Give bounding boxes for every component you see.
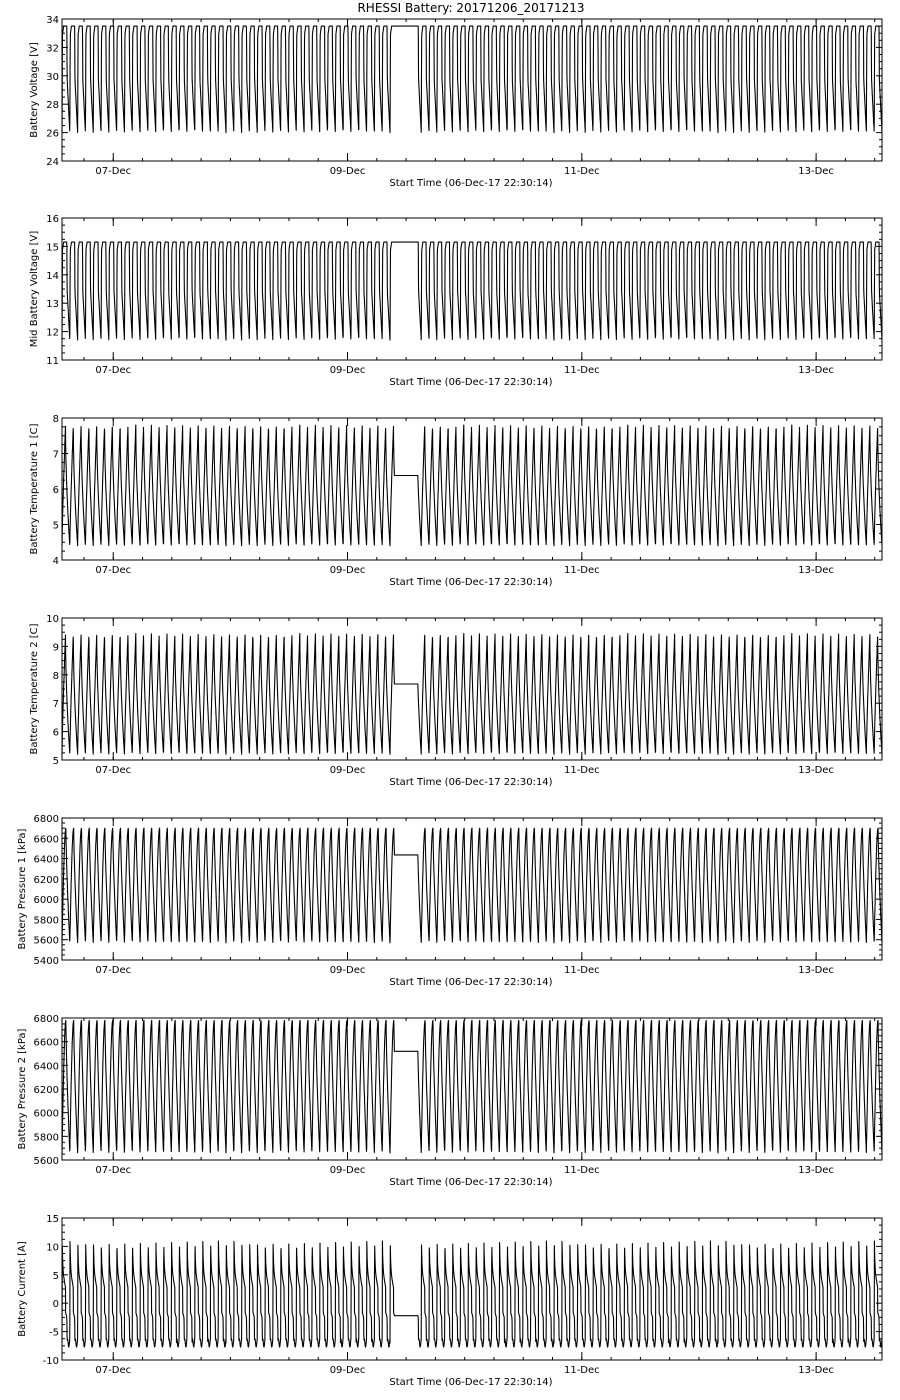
- x-axis: [84, 818, 875, 976]
- y-tick-label: 6: [52, 485, 59, 496]
- panel-5: [17, 814, 882, 988]
- y-tick-label: 4: [52, 556, 59, 567]
- data-line: [62, 1020, 882, 1153]
- x-axis-title: Start Time (06-Dec-17 22:30:14): [389, 1177, 553, 1188]
- panel-6: [17, 1014, 882, 1188]
- data-line: [62, 828, 882, 943]
- x-tick-label: 07-Dec: [95, 1365, 132, 1376]
- y-tick-label: 5: [52, 520, 59, 532]
- y-axis-title: Mid Battery Voltage [V]: [29, 230, 40, 348]
- y-tick-label: 0: [52, 1299, 59, 1311]
- x-tick-label: 13-Dec: [798, 1365, 834, 1376]
- x-tick-label: 09-Dec: [329, 365, 366, 376]
- y-tick-label: 10: [46, 1242, 59, 1254]
- plot-frame: [62, 218, 882, 360]
- x-tick-label: 09-Dec: [329, 166, 366, 177]
- y-axis-title: Battery Temperature 1 [C]: [29, 423, 40, 555]
- panel-4: [29, 614, 882, 788]
- y-tick-label: 8: [52, 670, 59, 682]
- y-tick-label: 15: [46, 242, 59, 254]
- y-tick-label: 6400: [33, 854, 59, 866]
- y-tick-label: 9: [52, 642, 59, 654]
- y-tick-label: 6800: [33, 1014, 59, 1025]
- panel-1: [29, 15, 882, 189]
- y-tick-label: 14: [46, 270, 59, 282]
- y-axis-title: Battery Current [A]: [17, 1241, 28, 1337]
- data-line: [62, 242, 882, 340]
- y-tick-label: 10: [46, 614, 59, 625]
- data-line: [62, 634, 882, 755]
- y-tick-label: 30: [46, 71, 59, 83]
- x-tick-label: 07-Dec: [95, 1165, 132, 1176]
- x-tick-label: 09-Dec: [329, 765, 366, 776]
- x-tick-label: 11-Dec: [563, 166, 600, 177]
- x-tick-label: 13-Dec: [798, 565, 834, 576]
- y-tick-label: 15: [46, 1214, 59, 1225]
- y-tick-label: 28: [46, 100, 59, 112]
- x-tick-label: 09-Dec: [329, 1165, 366, 1176]
- y-tick-label: 8: [52, 414, 59, 425]
- y-axis-title: Battery Pressure 2 [kPa]: [17, 1028, 28, 1150]
- x-tick-label: 13-Dec: [798, 1165, 834, 1176]
- x-tick-label: 13-Dec: [798, 365, 834, 376]
- x-tick-label: 09-Dec: [329, 1365, 366, 1376]
- y-tick-label: 6400: [33, 1061, 59, 1073]
- y-tick-label: 5800: [33, 1132, 59, 1144]
- panel-7: [17, 1214, 882, 1388]
- y-tick-label: 6800: [33, 814, 59, 825]
- x-tick-label: 13-Dec: [798, 166, 834, 177]
- y-tick-label: 7: [52, 449, 59, 461]
- x-tick-label: 11-Dec: [563, 1165, 600, 1176]
- x-tick-label: 07-Dec: [95, 965, 132, 976]
- x-tick-label: 07-Dec: [95, 565, 132, 576]
- data-line: [62, 425, 882, 546]
- y-tick-label: 5: [52, 756, 59, 767]
- x-axis-title: Start Time (06-Dec-17 22:30:14): [389, 577, 553, 588]
- y-axis: [53, 414, 882, 567]
- x-tick-label: 09-Dec: [329, 565, 366, 576]
- x-axis-title: Start Time (06-Dec-17 22:30:14): [389, 777, 553, 788]
- y-tick-label: 7: [52, 699, 59, 711]
- x-axis-title: Start Time (06-Dec-17 22:30:14): [389, 977, 553, 988]
- x-axis-title: Start Time (06-Dec-17 22:30:14): [389, 377, 553, 388]
- y-tick-label: 6200: [33, 1085, 59, 1096]
- y-tick-label: 26: [46, 128, 59, 140]
- x-tick-label: 11-Dec: [563, 365, 600, 376]
- x-tick-label: 11-Dec: [563, 565, 600, 576]
- x-tick-label: 09-Dec: [329, 965, 366, 976]
- x-tick-label: 11-Dec: [563, 765, 600, 776]
- y-tick-label: 32: [46, 43, 59, 55]
- x-tick-label: 07-Dec: [95, 765, 132, 776]
- y-tick-label: 5400: [33, 956, 59, 967]
- y-tick-label: 11: [46, 356, 59, 367]
- x-tick-label: 07-Dec: [95, 365, 132, 376]
- y-axis-title: Battery Voltage [V]: [29, 42, 40, 138]
- y-tick-label: 6600: [33, 834, 59, 846]
- y-axis-title: Battery Pressure 1 [kPa]: [17, 828, 28, 950]
- x-axis-title: Start Time (06-Dec-17 22:30:14): [389, 178, 553, 189]
- y-tick-label: 5: [52, 1270, 59, 1282]
- y-tick-label: 34: [46, 15, 59, 26]
- y-tick-label: 16: [46, 214, 59, 225]
- data-line: [62, 1241, 882, 1347]
- y-tick-label: 5600: [33, 935, 59, 947]
- y-tick-label: 5800: [33, 915, 59, 927]
- y-tick-label: 24: [46, 157, 59, 168]
- panel-3: [29, 414, 882, 588]
- y-tick-label: 6000: [33, 895, 59, 907]
- x-tick-label: 11-Dec: [563, 965, 600, 976]
- x-axis-title: Start Time (06-Dec-17 22:30:14): [389, 1377, 553, 1388]
- figure-title: RHESSI Battery: 20171206_20171213: [357, 1, 585, 15]
- panel-2: [29, 214, 882, 388]
- y-tick-label: 6000: [33, 1108, 59, 1120]
- x-tick-label: 11-Dec: [563, 1365, 600, 1376]
- y-tick-label: 6: [52, 727, 59, 739]
- y-tick-label: 12: [46, 327, 59, 339]
- y-tick-label: -5: [49, 1327, 59, 1339]
- y-tick-label: 13: [46, 299, 59, 311]
- x-tick-label: 07-Dec: [95, 166, 132, 177]
- y-tick-label: 6600: [33, 1037, 59, 1049]
- x-tick-label: 13-Dec: [798, 965, 834, 976]
- y-tick-label: -10: [42, 1356, 59, 1367]
- x-tick-label: 13-Dec: [798, 765, 834, 776]
- y-tick-label: 5600: [33, 1156, 59, 1167]
- x-axis: [84, 1018, 875, 1176]
- y-axis-title: Battery Temperature 2 [C]: [29, 623, 40, 755]
- y-tick-label: 6200: [33, 874, 59, 886]
- data-line: [62, 26, 882, 133]
- panels-container: [17, 15, 882, 1388]
